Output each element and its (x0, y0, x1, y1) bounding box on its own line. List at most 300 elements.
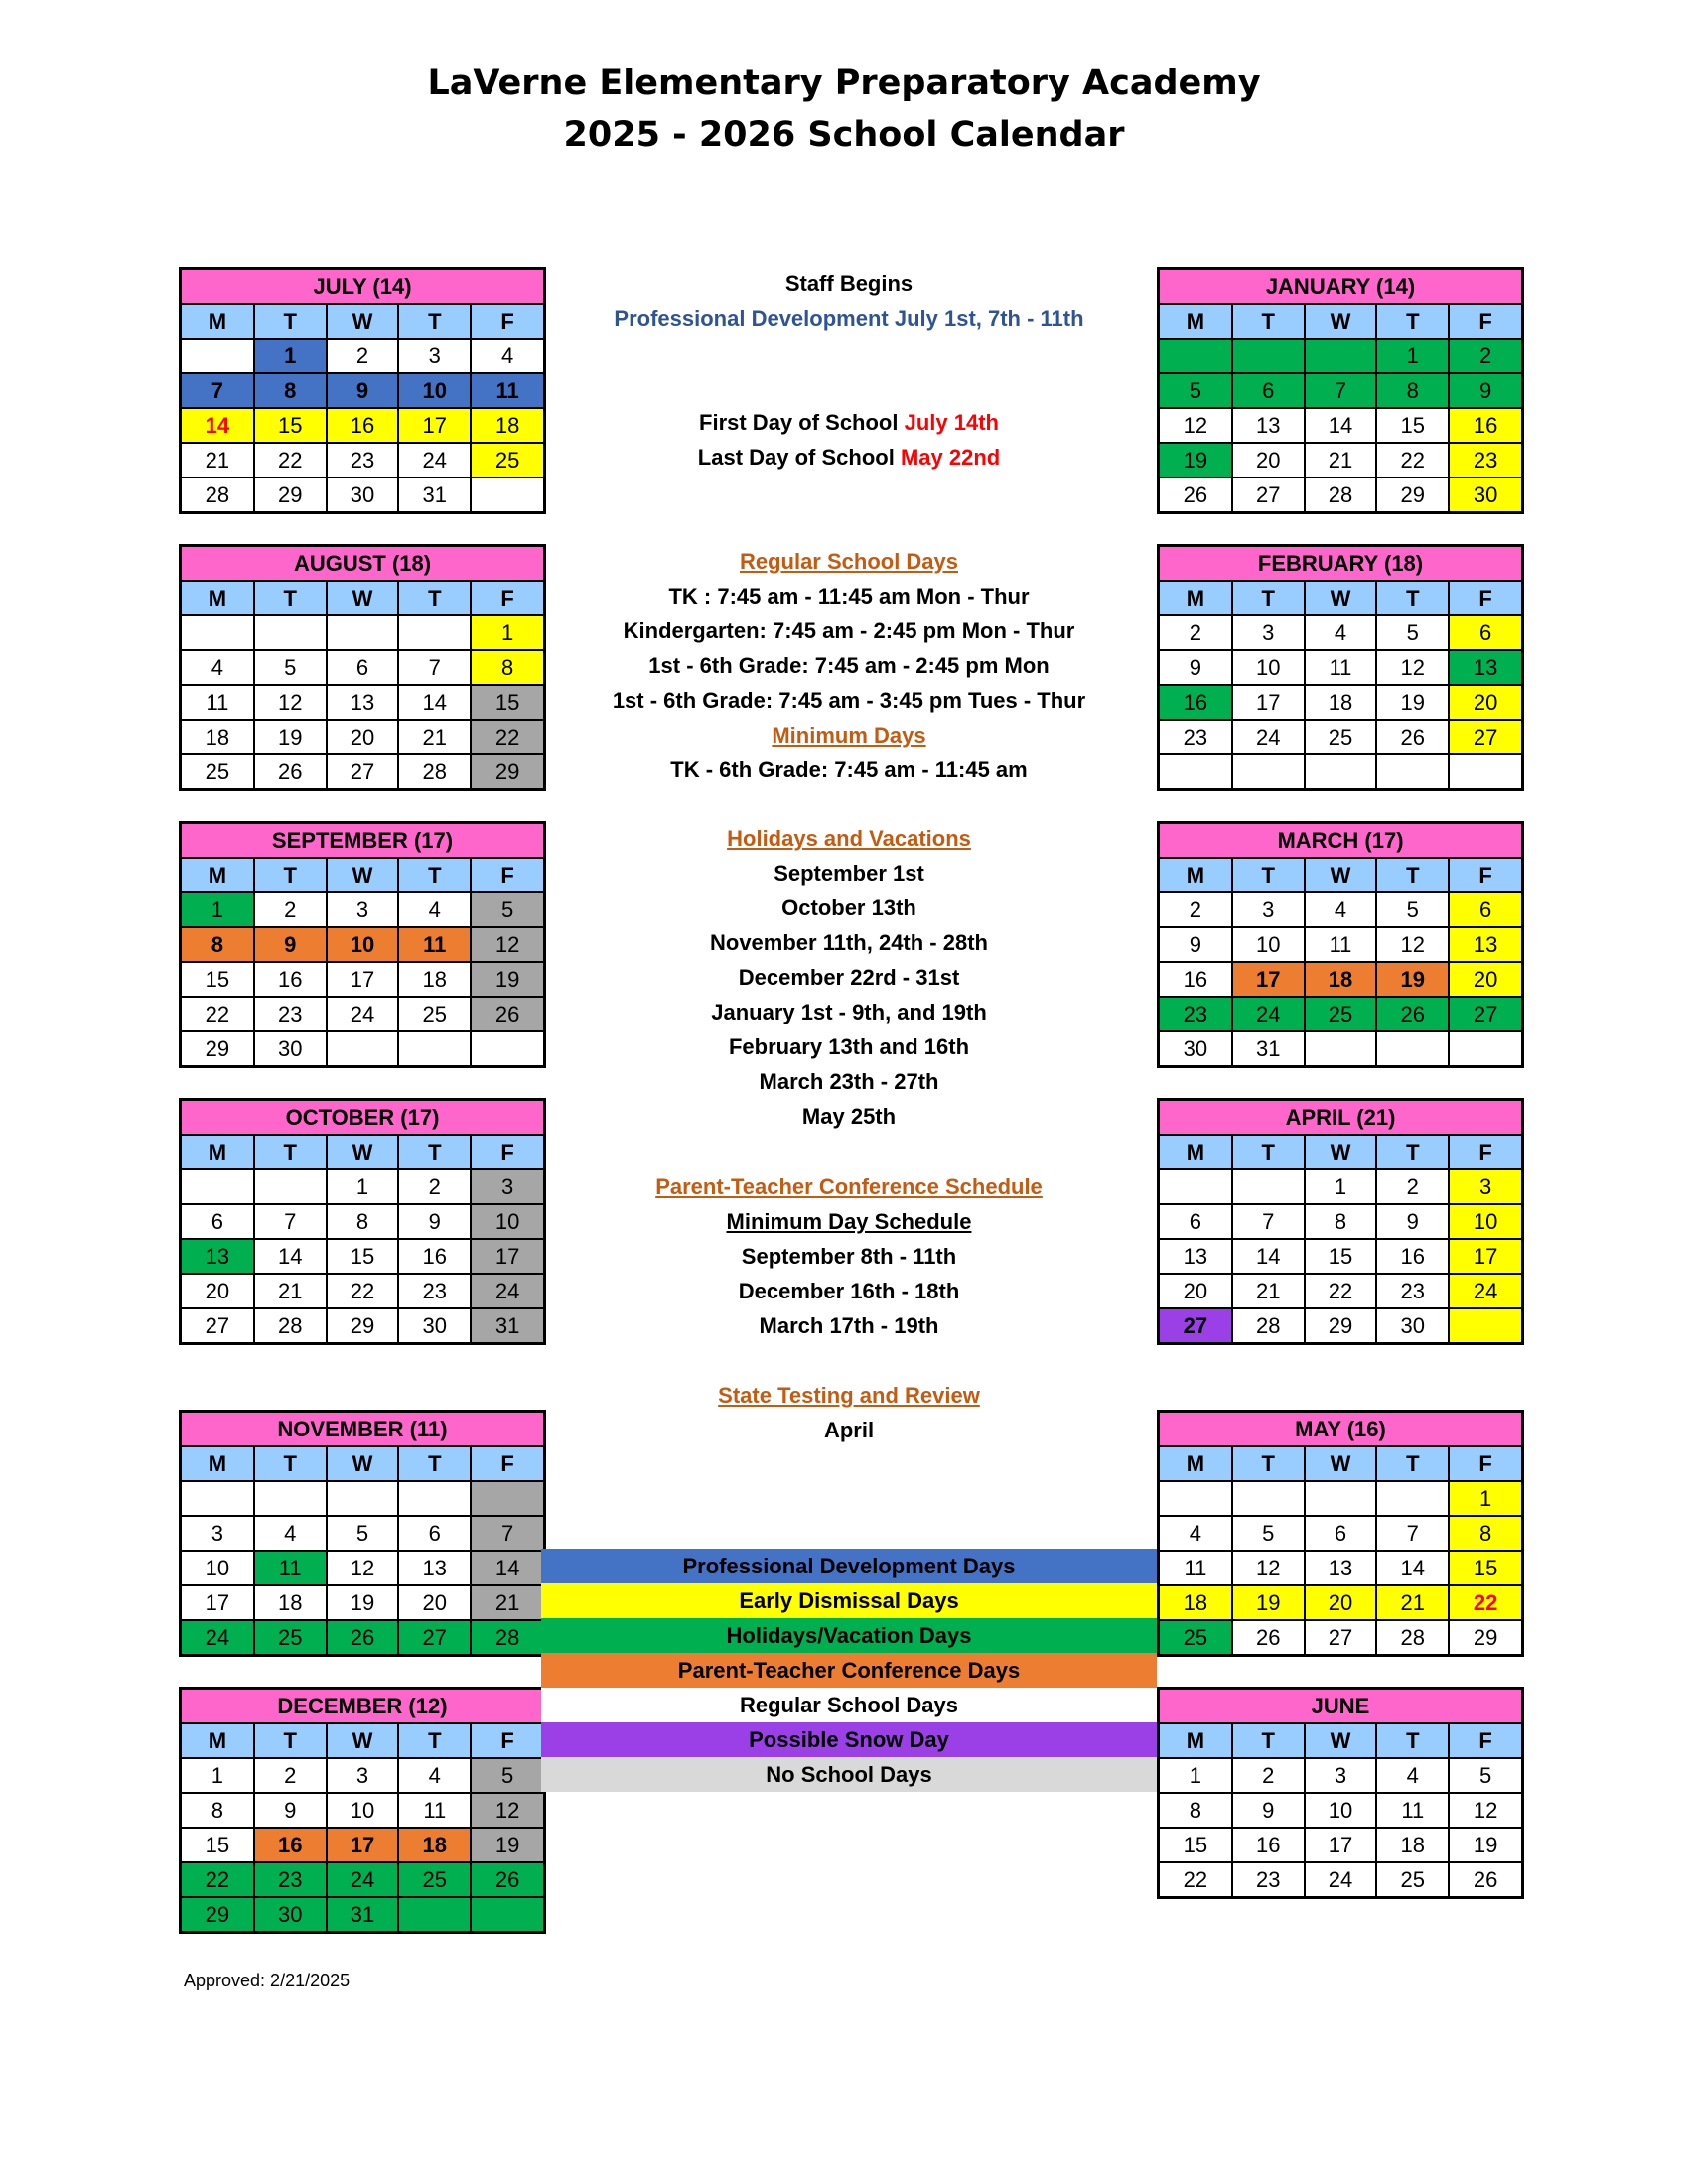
minimum-schedule-line: TK - 6th Grade: 7:45 am - 11:45 am (670, 757, 1028, 782)
holiday-line: October 13th (781, 895, 916, 920)
empty-day-cell (1376, 754, 1449, 788)
weekday-header: M (182, 1136, 254, 1169)
day-cell: 15 (327, 1239, 399, 1274)
day-cell: 2 (254, 892, 327, 927)
weekday-header: W (1305, 305, 1377, 339)
weekday-header: T (254, 582, 327, 615)
empty-day-cell (398, 1481, 471, 1516)
day-cell: 11 (471, 373, 543, 408)
day-cell: 5 (1449, 1758, 1521, 1793)
day-cell: 3 (182, 1516, 254, 1551)
day-cell: 21 (182, 443, 254, 478)
weekday-header: T (1376, 859, 1449, 892)
weekday-header: W (327, 1447, 399, 1481)
empty-day-cell (182, 1169, 254, 1204)
day-cell: 10 (1232, 650, 1305, 685)
calendar-october (179, 1098, 546, 1345)
day-cell: 29 (471, 754, 543, 788)
day-cell: 14 (1376, 1551, 1449, 1585)
day-cell: 20 (1449, 962, 1521, 997)
empty-day-cell (398, 615, 471, 650)
day-cell: 25 (398, 997, 471, 1031)
day-cell: 11 (1160, 1551, 1232, 1585)
day-cell: 4 (471, 339, 543, 373)
day-cell: 15 (182, 962, 254, 997)
day-cell: 17 (1232, 962, 1305, 997)
week-row (182, 1031, 543, 1065)
week-row (1160, 1516, 1521, 1551)
day-cell: 20 (398, 1585, 471, 1620)
day-cell: 16 (254, 962, 327, 997)
day-cell: 6 (182, 1204, 254, 1239)
day-cell: 3 (1449, 1169, 1521, 1204)
day-cell: 9 (254, 1793, 327, 1828)
day-cell: 14 (471, 1551, 543, 1585)
holiday-line: November 11th, 24th - 28th (710, 930, 988, 955)
month-header: OCTOBER (17) (182, 1101, 543, 1136)
day-cell: 8 (182, 1793, 254, 1828)
day-cell: 21 (1305, 443, 1377, 478)
day-cell: 27 (1449, 997, 1521, 1031)
month-header: MARCH (17) (1160, 824, 1521, 859)
day-cell: 30 (1449, 478, 1521, 511)
day-cell: 27 (398, 1620, 471, 1654)
day-cell: 6 (1232, 373, 1305, 408)
month-header: NOVEMBER (11) (182, 1413, 543, 1447)
day-cell: 28 (1232, 1308, 1305, 1342)
day-cell: 14 (1232, 1239, 1305, 1274)
weekday-header: M (1160, 859, 1232, 892)
day-cell: 27 (327, 754, 399, 788)
calendar-december (179, 1687, 546, 1934)
calendar-april (1157, 1098, 1524, 1345)
week-row (182, 650, 543, 685)
day-cell: 29 (1449, 1620, 1521, 1654)
day-cell: 4 (1305, 892, 1377, 927)
week-row (1160, 339, 1521, 373)
day-cell: 21 (471, 1585, 543, 1620)
day-cell: 2 (254, 1758, 327, 1793)
day-cell: 20 (1305, 1585, 1377, 1620)
day-cell: 7 (1376, 1516, 1449, 1551)
week-row (1160, 443, 1521, 478)
day-cell: 18 (1376, 1828, 1449, 1862)
legend-early-dismissal: Early Dismissal Days (541, 1583, 1157, 1618)
week-row (182, 720, 543, 754)
week-row (1160, 685, 1521, 720)
day-cell: 19 (1376, 962, 1449, 997)
month-grid (182, 1136, 543, 1342)
empty-day-cell (182, 1481, 254, 1516)
week-row (182, 1585, 543, 1620)
month-header: FEBRUARY (18) (1160, 547, 1521, 582)
day-cell: 7 (1305, 373, 1377, 408)
day-cell: 23 (1160, 997, 1232, 1031)
first-day-date: July 14th (904, 410, 999, 435)
day-cell: 14 (398, 685, 471, 720)
regular-schedule-line: Kindergarten: 7:45 am - 2:45 pm Mon - Thur (623, 618, 1075, 643)
day-cell: 22 (471, 720, 543, 754)
day-cell: 24 (1232, 720, 1305, 754)
day-cell: 4 (398, 1758, 471, 1793)
weekday-header: M (182, 1724, 254, 1758)
week-row (1160, 1239, 1521, 1274)
day-cell: 30 (327, 478, 399, 511)
week-row (182, 1239, 543, 1274)
day-cell: 11 (254, 1551, 327, 1585)
day-cell: 3 (398, 339, 471, 373)
empty-day-cell (1160, 1481, 1232, 1516)
week-row (182, 1516, 543, 1551)
week-row (1160, 754, 1521, 788)
day-cell: 27 (1232, 478, 1305, 511)
week-row (182, 1308, 543, 1342)
month-header: JANUARY (14) (1160, 270, 1521, 305)
calendar-february (1157, 544, 1524, 791)
week-row (1160, 1551, 1521, 1585)
week-row (1160, 1274, 1521, 1308)
day-cell: 8 (1305, 1204, 1377, 1239)
weekday-header: T (254, 305, 327, 339)
day-cell: 8 (1376, 373, 1449, 408)
day-cell: 14 (182, 408, 254, 443)
empty-day-cell (398, 1031, 471, 1065)
day-cell: 5 (1376, 615, 1449, 650)
empty-day-cell (254, 1169, 327, 1204)
month-header: JUNE (1160, 1690, 1521, 1724)
day-cell: 23 (1449, 443, 1521, 478)
day-cell: 10 (398, 373, 471, 408)
weekday-header: W (1305, 1724, 1377, 1758)
day-cell: 22 (182, 1862, 254, 1897)
day-cell: 12 (254, 685, 327, 720)
day-cell: 12 (327, 1551, 399, 1585)
day-cell: 9 (1160, 927, 1232, 962)
week-row (1160, 1828, 1521, 1862)
day-cell: 5 (1376, 892, 1449, 927)
day-cell: 2 (1376, 1169, 1449, 1204)
day-cell: 15 (1160, 1828, 1232, 1862)
day-cell: 26 (254, 754, 327, 788)
month-grid (1160, 305, 1521, 511)
day-cell: 18 (254, 1585, 327, 1620)
day-cell: 12 (1232, 1551, 1305, 1585)
day-cell: 19 (1232, 1585, 1305, 1620)
week-row (182, 339, 543, 373)
calendar-january (1157, 267, 1524, 514)
empty-day-cell (254, 1481, 327, 1516)
weekday-header: M (1160, 1136, 1232, 1169)
day-cell: 5 (254, 650, 327, 685)
day-cell: 3 (1232, 892, 1305, 927)
weekday-header: T (1232, 1724, 1305, 1758)
day-cell: 17 (398, 408, 471, 443)
day-cell: 18 (471, 408, 543, 443)
week-row (182, 1481, 543, 1516)
weekday-header: T (254, 1447, 327, 1481)
day-cell: 13 (1449, 927, 1521, 962)
day-cell: 30 (1376, 1308, 1449, 1342)
weekday-header: F (471, 305, 543, 339)
last-day-of-school (541, 440, 1157, 475)
day-cell: 13 (1305, 1551, 1377, 1585)
weekday-header: F (471, 1724, 543, 1758)
week-row (1160, 720, 1521, 754)
month-grid (182, 859, 543, 1065)
week-row (1160, 1793, 1521, 1828)
weekday-header: F (471, 582, 543, 615)
month-grid (182, 1447, 543, 1654)
empty-day-cell (1449, 1308, 1521, 1342)
day-cell: 27 (1305, 1620, 1377, 1654)
week-row (1160, 1308, 1521, 1342)
week-row (1160, 1481, 1521, 1516)
day-cell: 23 (1160, 720, 1232, 754)
legend-no-school-days: No School Days (541, 1757, 1157, 1792)
day-cell: 2 (1232, 1758, 1305, 1793)
weekday-header: T (398, 1136, 471, 1169)
weekday-header: W (327, 859, 399, 892)
first-day-label: First Day of School (699, 410, 905, 435)
day-cell: 22 (1160, 1862, 1232, 1896)
empty-day-cell (1160, 754, 1232, 788)
day-cell: 22 (254, 443, 327, 478)
week-row (182, 754, 543, 788)
week-row (1160, 1620, 1521, 1654)
state-testing-line: April (823, 1418, 875, 1442)
day-cell: 6 (398, 1516, 471, 1551)
day-cell: 26 (327, 1620, 399, 1654)
month-header: APRIL (21) (1160, 1101, 1521, 1136)
weekday-header: M (182, 1447, 254, 1481)
weekday-header: T (1376, 1136, 1449, 1169)
day-cell: 29 (1305, 1308, 1377, 1342)
regular-school-days-heading: Regular School Days (739, 549, 959, 574)
day-cell: 8 (471, 650, 543, 685)
day-cell: 28 (398, 754, 471, 788)
weekday-header: T (1232, 1136, 1305, 1169)
day-cell: 22 (327, 1274, 399, 1308)
day-cell: 13 (398, 1551, 471, 1585)
empty-day-cell (1305, 1031, 1377, 1065)
weekday-header: W (327, 1136, 399, 1169)
empty-day-cell (327, 1031, 399, 1065)
day-cell: 6 (1449, 892, 1521, 927)
legend-parent-teacher-conference: Parent-Teacher Conference Days (541, 1653, 1157, 1688)
day-cell: 14 (1305, 408, 1377, 443)
day-cell: 30 (398, 1308, 471, 1342)
legend-regular-school-days: Regular School Days (541, 1688, 1157, 1722)
day-cell: 21 (254, 1274, 327, 1308)
empty-day-cell (471, 1031, 543, 1065)
month-grid (1160, 1447, 1521, 1654)
day-cell: 23 (1376, 1274, 1449, 1308)
week-row (1160, 1585, 1521, 1620)
weekday-header: T (398, 1724, 471, 1758)
day-cell: 17 (182, 1585, 254, 1620)
day-cell: 17 (327, 1828, 399, 1862)
professional-development-dates: Professional Development July 1st, 7th - 11th (614, 306, 1084, 331)
weekday-header: T (398, 1447, 471, 1481)
day-cell: 25 (182, 754, 254, 788)
week-row (1160, 373, 1521, 408)
calendar-july (179, 267, 546, 514)
month-grid (1160, 582, 1521, 788)
day-cell: 12 (1376, 650, 1449, 685)
empty-day-cell (327, 1481, 399, 1516)
day-cell: 18 (182, 720, 254, 754)
day-cell: 18 (398, 962, 471, 997)
empty-day-cell (1449, 1031, 1521, 1065)
day-cell: 28 (1305, 478, 1377, 511)
day-cell: 20 (182, 1274, 254, 1308)
week-row (1160, 962, 1521, 997)
day-cell: 27 (1160, 1308, 1232, 1342)
week-row (182, 478, 543, 511)
month-header: SEPTEMBER (17) (182, 824, 543, 859)
day-cell: 16 (1449, 408, 1521, 443)
day-cell: 19 (1449, 1828, 1521, 1862)
day-cell: 7 (398, 650, 471, 685)
empty-day-cell (1232, 1169, 1305, 1204)
day-cell: 23 (254, 997, 327, 1031)
day-cell: 24 (327, 1862, 399, 1897)
week-row (1160, 1204, 1521, 1239)
day-cell: 16 (1376, 1239, 1449, 1274)
empty-day-cell (471, 478, 543, 511)
day-cell: 25 (1305, 720, 1377, 754)
legend-possible-snow-day: Possible Snow Day (541, 1722, 1157, 1757)
empty-day-cell (1376, 1481, 1449, 1516)
day-cell: 29 (182, 1897, 254, 1931)
day-cell: 25 (254, 1620, 327, 1654)
day-cell: 8 (327, 1204, 399, 1239)
week-row (1160, 408, 1521, 443)
day-cell: 26 (471, 997, 543, 1031)
weekday-header: T (254, 859, 327, 892)
calendar-august (179, 544, 546, 791)
week-row (182, 1862, 543, 1897)
ptc-line: March 17th - 19th (759, 1313, 939, 1338)
week-row (1160, 892, 1521, 927)
day-cell: 1 (254, 339, 327, 373)
day-cell: 10 (327, 1793, 399, 1828)
day-cell: 18 (1305, 962, 1377, 997)
day-cell: 7 (1232, 1204, 1305, 1239)
holiday-line: December 22rd - 31st (738, 965, 960, 990)
day-cell: 8 (1449, 1516, 1521, 1551)
empty-day-cell (182, 615, 254, 650)
day-cell: 15 (1449, 1551, 1521, 1585)
empty-day-cell (398, 1897, 471, 1931)
weekday-header: W (327, 305, 399, 339)
month-header: JULY (14) (182, 270, 543, 305)
day-cell: 21 (398, 720, 471, 754)
day-cell: 31 (327, 1897, 399, 1931)
weekday-header: T (1376, 1724, 1449, 1758)
weekday-header: W (1305, 582, 1377, 615)
day-cell: 26 (1232, 1620, 1305, 1654)
holiday-line: February 13th and 16th (728, 1034, 970, 1059)
day-cell: 8 (254, 373, 327, 408)
weekday-header: M (1160, 305, 1232, 339)
weekday-header: F (1449, 305, 1521, 339)
day-cell: 11 (398, 1793, 471, 1828)
day-cell: 14 (254, 1239, 327, 1274)
weekday-header: T (398, 582, 471, 615)
weekday-header: T (1232, 859, 1305, 892)
ptc-line: September 8th - 11th (741, 1244, 957, 1269)
day-cell: 23 (1232, 1862, 1305, 1896)
day-cell: 19 (471, 1828, 543, 1862)
week-row (182, 615, 543, 650)
day-cell: 12 (471, 1793, 543, 1828)
day-cell: 2 (327, 339, 399, 373)
day-cell: 26 (1376, 720, 1449, 754)
month-header: MAY (16) (1160, 1413, 1521, 1447)
day-cell: 20 (1160, 1274, 1232, 1308)
day-cell: 4 (254, 1516, 327, 1551)
day-cell: 29 (254, 478, 327, 511)
day-cell: 19 (327, 1585, 399, 1620)
day-cell: 12 (1376, 927, 1449, 962)
day-cell: 1 (1160, 1758, 1232, 1793)
day-cell: 27 (182, 1308, 254, 1342)
weekday-header: F (1449, 1724, 1521, 1758)
approval-date: Approved: 2/21/2025 (184, 1971, 351, 1990)
day-cell: 29 (1376, 478, 1449, 511)
day-cell: 18 (1160, 1585, 1232, 1620)
calendar-march (1157, 821, 1524, 1068)
ptc-line: December 16th - 18th (738, 1279, 960, 1303)
calendar-june (1157, 1687, 1524, 1899)
day-cell: 6 (1160, 1204, 1232, 1239)
week-row (182, 1828, 543, 1862)
regular-schedule-line: TK : 7:45 am - 11:45 am Mon - Thur (668, 584, 1030, 609)
week-row (182, 927, 543, 962)
weekday-header: T (1232, 305, 1305, 339)
empty-day-cell (182, 339, 254, 373)
week-row (182, 1551, 543, 1585)
staff-begins: Staff Begins (784, 271, 914, 296)
weekday-header: T (1376, 305, 1449, 339)
day-cell: 24 (327, 997, 399, 1031)
weekday-header: M (1160, 582, 1232, 615)
ptc-subheading: Minimum Day Schedule (726, 1209, 972, 1234)
day-cell: 25 (471, 443, 543, 478)
day-cell: 18 (398, 1828, 471, 1862)
day-cell: 3 (1305, 1758, 1377, 1793)
day-cell: 4 (1376, 1758, 1449, 1793)
day-cell: 2 (1160, 892, 1232, 927)
day-cell: 3 (327, 1758, 399, 1793)
week-row (182, 1169, 543, 1204)
day-cell: 10 (327, 927, 399, 962)
day-cell: 23 (254, 1862, 327, 1897)
day-cell: 25 (398, 1862, 471, 1897)
day-cell: 26 (1449, 1862, 1521, 1896)
day-cell: 10 (471, 1204, 543, 1239)
day-cell: 1 (1305, 1169, 1377, 1204)
legend-holidays-vacation: Holidays/Vacation Days (541, 1618, 1157, 1653)
week-row (182, 1793, 543, 1828)
day-cell: 8 (1160, 1793, 1232, 1828)
day-cell: 4 (398, 892, 471, 927)
day-cell: 3 (1232, 615, 1305, 650)
empty-day-cell (1160, 339, 1232, 373)
holiday-line: September 1st (774, 861, 924, 886)
day-cell: 16 (254, 1828, 327, 1862)
